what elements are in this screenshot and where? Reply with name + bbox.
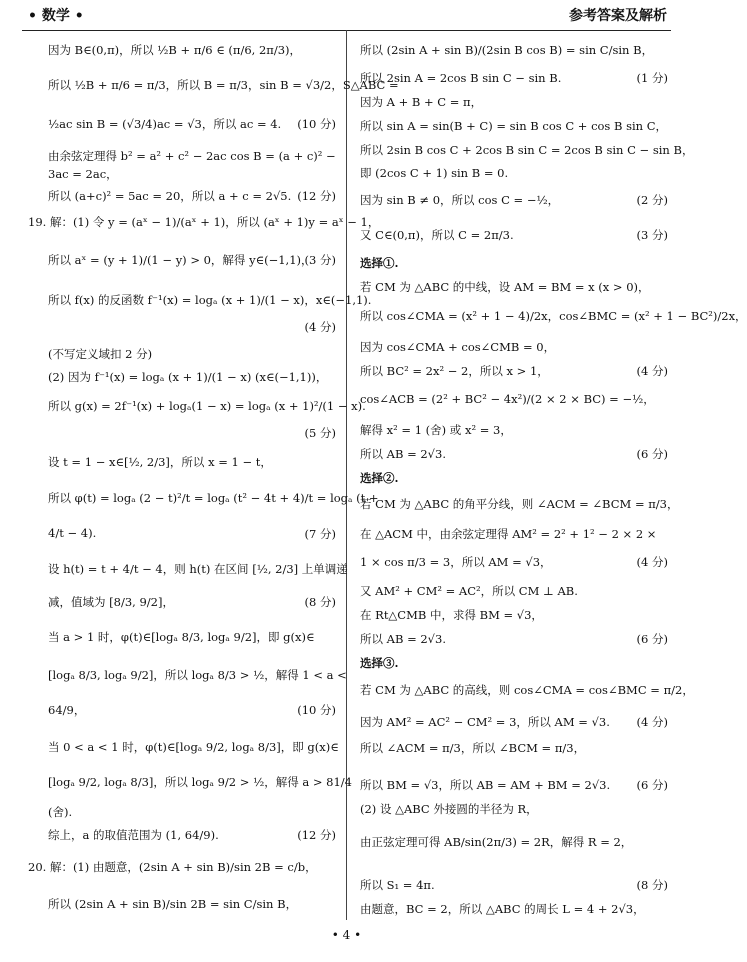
line-text: 所以 aˣ = (y + 1)/(1 − y) > 0，解得 y∈(−1,1)， xyxy=(48,253,313,267)
line-text: 所以 φ(t) = logₐ (2 − t)²/t = logₐ (t² − 4t + 4)/t = logₐ (t + xyxy=(48,491,379,505)
line-text: 所以 ½B + π/6 = π/3，所以 B = π/3，sin B = √3/2，S△ABC = xyxy=(48,78,399,92)
line-text: 又 AM² + CM² = AC²，所以 CM ⊥ AB. xyxy=(360,584,578,598)
line-text: (不写定义域扣 2 分) xyxy=(48,347,153,361)
line-text: 所以 S₁ = 4π. xyxy=(360,878,435,892)
line-text: 选择②. xyxy=(360,471,399,485)
score-label: (8 分) xyxy=(304,595,336,609)
score-label: (5 分) xyxy=(304,426,336,440)
line-text: 当 0 < a < 1 时，φ(t)∈[logₐ 9/2, logₐ 8/3]，即 g(x)∈ xyxy=(48,740,339,754)
line-text: 由余弦定理得 b² = a² + c² − 2ac cos B = (a + c)² − xyxy=(48,149,336,163)
page-number: • 4 • xyxy=(331,928,362,942)
line-text: (2) 因为 f⁻¹(x) = logₐ (x + 1)/(1 − x) (x∈(−1,1))， xyxy=(48,370,328,384)
score-label: (1 分) xyxy=(636,71,668,85)
line-text: 由题意，BC = 2，所以 △ABC 的周长 L = 4 + 2√3， xyxy=(360,902,645,916)
line-text: 所以 2sin A = 2cos B sin C − sin B. xyxy=(360,71,562,85)
line-text: 设 t = 1 − x∈[½, 2/3]，所以 x = 1 − t， xyxy=(48,455,272,469)
line-text: 若 CM 为 △ABC 的高线，则 cos∠CMA = cos∠BMC = π/2， xyxy=(360,683,694,697)
line-text: 因为 A + B + C = π， xyxy=(360,95,483,109)
line-text: 4/t − 4). xyxy=(48,526,97,540)
line-text: 所以 sin A = sin(B + C) = sin B cos C + cos B sin C， xyxy=(360,119,668,133)
line-text: 所以 BM = √3，所以 AB = AM + BM = 2√3. xyxy=(360,778,611,792)
line-text: 因为 B∈(0,π)，所以 ½B + π/6 ∈ (π/6, 2π/3)， xyxy=(48,43,301,57)
line-text: 因为 sin B ≠ 0，所以 cos C = −½， xyxy=(360,193,560,207)
line-text: 64/9， xyxy=(48,703,86,717)
line-text: 所以 (2sin A + sin B)/(2sin B cos B) = sin C/sin B， xyxy=(360,43,654,57)
score-label: (6 分) xyxy=(636,632,668,646)
line-text: 减，值域为 [8/3, 9/2]， xyxy=(48,595,174,609)
score-label: (6 分) xyxy=(636,778,668,792)
line-text: 所以 (a+c)² = 5ac = 20，所以 a + c = 2√5. xyxy=(48,189,292,203)
score-label: (4 分) xyxy=(304,320,336,334)
line-text: 所以 f(x) 的反函数 f⁻¹(x) = logₐ (x + 1)/(1 − x)，x∈(−1,1). xyxy=(48,293,372,307)
score-label: (3 分) xyxy=(636,228,668,242)
line-text: 综上，a 的取值范围为 (1, 64/9). xyxy=(48,828,219,842)
score-label: (6 分) xyxy=(636,447,668,461)
line-text: 20. 解：(1) 由题意，(2sin A + sin B)/sin 2B = c/b， xyxy=(28,860,317,874)
line-text: 在 Rt△CMB 中，求得 BM = √3， xyxy=(360,608,543,622)
line-text: (舍). xyxy=(48,805,73,819)
line-text: 所以 ∠ACM = π/3，所以 ∠BCM = π/3， xyxy=(360,741,586,755)
score-label: (8 分) xyxy=(636,878,668,892)
score-label: (12 分) xyxy=(297,189,336,203)
line-text: 所以 AB = 2√3. xyxy=(360,447,446,461)
header-title: 参考答案及解析 xyxy=(569,8,667,24)
line-text: 即 (2cos C + 1) sin B = 0. xyxy=(360,166,509,180)
score-label: (7 分) xyxy=(304,527,336,541)
line-text: [logₐ 8/3, logₐ 9/2]，所以 logₐ 8/3 > ½，解得 1 < a < xyxy=(48,668,347,682)
line-text: 又 C∈(0,π)，所以 C = 2π/3. xyxy=(360,228,514,242)
line-text: (2) 设 △ABC 外接圆的半径为 R， xyxy=(360,802,538,816)
score-label: (10 分) xyxy=(297,117,336,131)
score-label: (3 分) xyxy=(304,253,336,267)
score-label: (4 分) xyxy=(636,555,668,569)
line-text: 若 CM 为 △ABC 的中线，设 AM = BM = x (x > 0)， xyxy=(360,280,650,294)
line-text: ½ac sin B = (√3/4)ac = √3，所以 ac = 4. xyxy=(48,117,282,131)
line-text: 所以 BC² = 2x² − 2，所以 x > 1， xyxy=(360,364,549,378)
page-header xyxy=(22,0,671,31)
score-label: (12 分) xyxy=(297,828,336,842)
line-text: 当 a > 1 时，φ(t)∈[logₐ 8/3, logₐ 9/2]，即 g(x)∈ xyxy=(48,630,315,644)
line-text: [logₐ 9/2, logₐ 8/3]，所以 logₐ 9/2 > ½，解得 a > 81/4 xyxy=(48,775,353,789)
line-text: 所以 AB = 2√3. xyxy=(360,632,446,646)
line-text: 由正弦定理可得 AB/sin(2π/3) = 2R，解得 R = 2， xyxy=(360,835,633,849)
line-text: 选择③. xyxy=(360,656,399,670)
line-text: 所以 (2sin A + sin B)/sin 2B = sin C/sin B， xyxy=(48,897,298,911)
score-label: (10 分) xyxy=(297,703,336,717)
subject-label: • 数学 • xyxy=(28,8,84,24)
line-text: 所以 2sin B cos C + 2cos B sin C = 2cos B sin C − sin B， xyxy=(360,143,694,157)
score-label: (4 分) xyxy=(636,364,668,378)
line-text: 所以 cos∠CMA = (x² + 1 − 4)/2x，cos∠BMC = (x² + 1 − BC²)/2x， xyxy=(360,309,747,323)
line-text: 1 × cos π/3 = 3，所以 AM = √3， xyxy=(360,555,552,569)
line-text: 选择①. xyxy=(360,256,399,270)
line-text: 解得 x² = 1 (舍) 或 x² = 3， xyxy=(360,423,512,437)
line-text: 3ac = 2ac， xyxy=(48,167,118,181)
line-text: 因为 cos∠CMA + cos∠CMB = 0， xyxy=(360,340,556,354)
score-label: (2 分) xyxy=(636,193,668,207)
score-label: (4 分) xyxy=(636,715,668,729)
line-text: 若 CM 为 △ABC 的角平分线，则 ∠ACM = ∠BCM = π/3， xyxy=(360,497,679,511)
line-text: 设 h(t) = t + 4/t − 4，则 h(t) 在区间 [½, 2/3] 上单调递 xyxy=(48,562,348,576)
line-text: 在 △ACM 中，由余弦定理得 AM² = 2² + 1² − 2 × 2 × xyxy=(360,527,657,541)
line-text: 19. 解：(1) 令 y = (aˣ − 1)/(aˣ + 1)，所以 (aˣ + 1)y = aˣ − 1， xyxy=(28,215,380,229)
line-text: 所以 g(x) = 2f⁻¹(x) + logₐ(1 − x) = logₐ (x + 1)²/(1 − x). xyxy=(48,399,366,413)
line-text: cos∠ACB = (2² + BC² − 4x²)/(2 × 2 × BC) = −½， xyxy=(360,392,655,406)
line-text: 因为 AM² = AC² − CM² = 3，所以 AM = √3. xyxy=(360,715,610,729)
